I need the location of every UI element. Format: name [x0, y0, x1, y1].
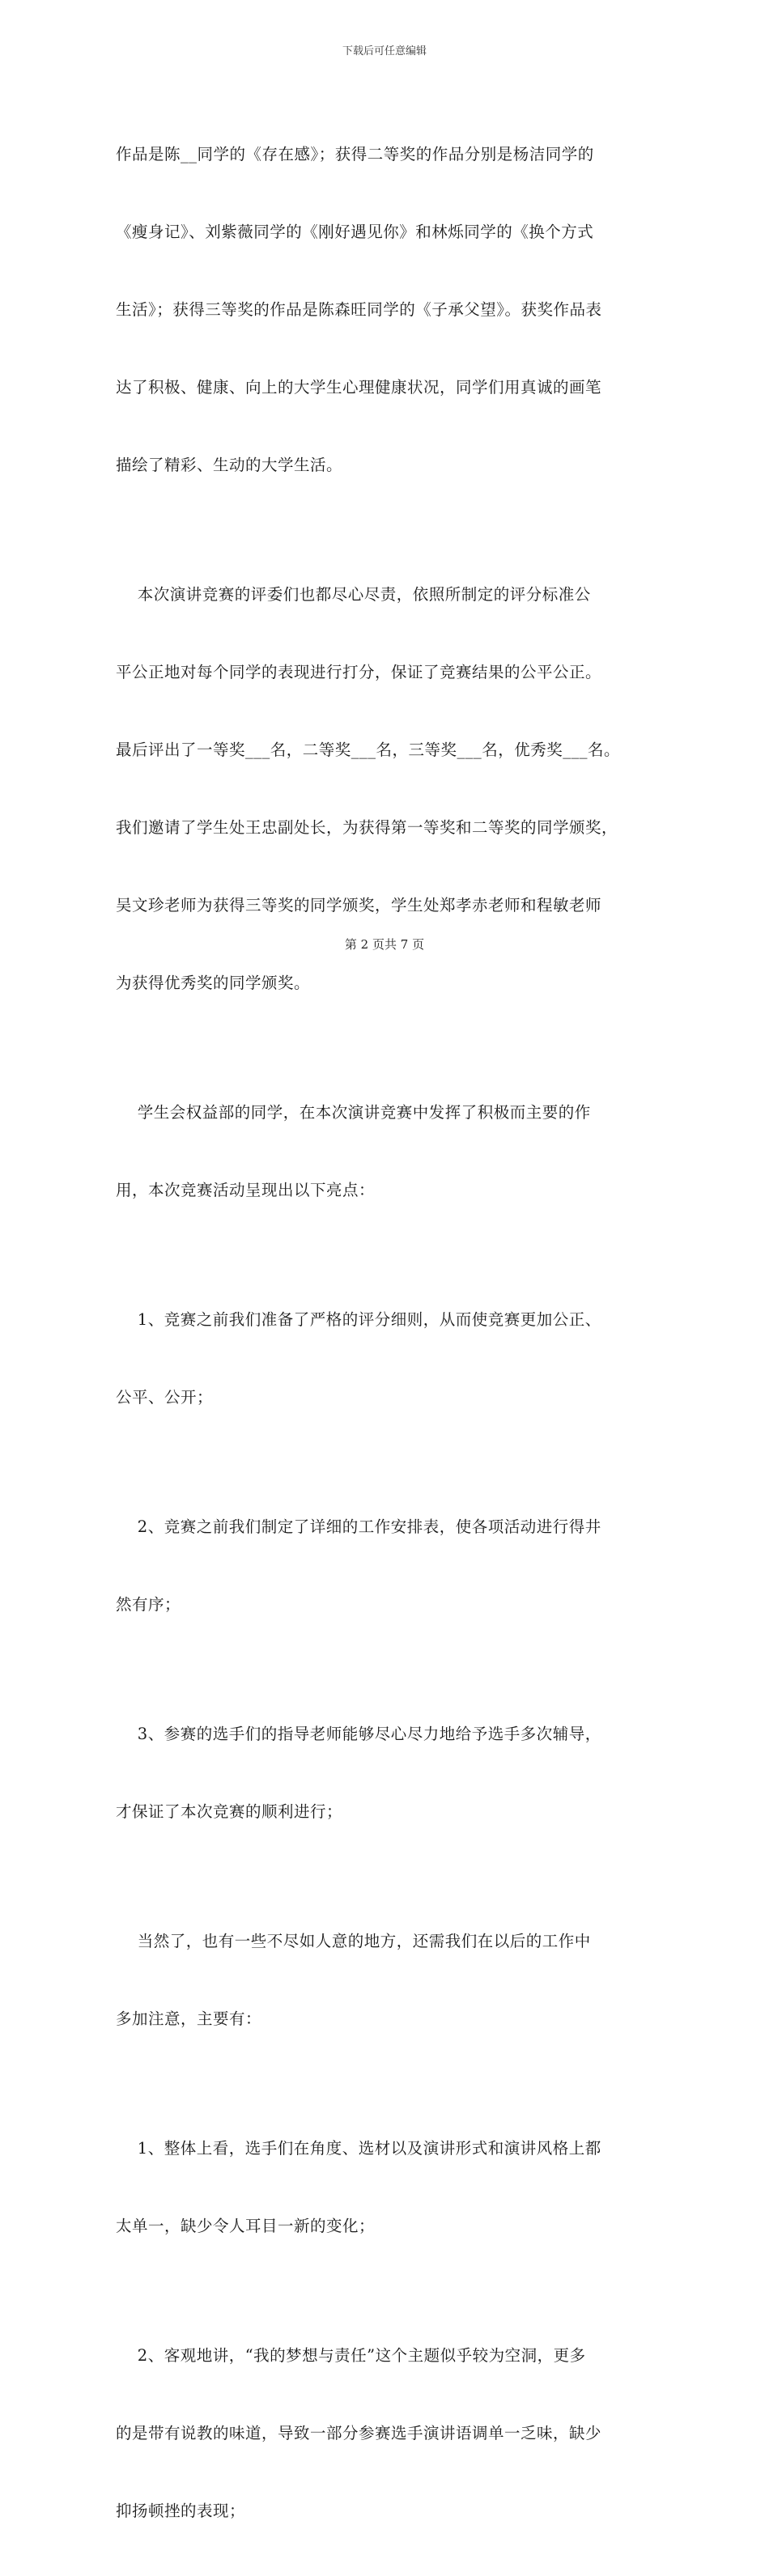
- text-line: 多加注意，主要有：: [116, 2009, 262, 2028]
- text-line: 才保证了本次竞赛的顺利进行；: [116, 1802, 343, 1821]
- paragraph-highlight-1: [116, 1255, 658, 1462]
- text-line: 2、竞赛之前我们制定了详细的工作安排表，使各项活动进行得井: [116, 1517, 601, 1536]
- text-line: 为获得优秀奖的同学颁奖。: [116, 974, 311, 992]
- paragraph-judges: [116, 530, 658, 1048]
- paragraph-shortcomings-intro: [116, 1877, 658, 2084]
- document-body: [116, 90, 658, 2576]
- text-line: 达了积极、健康、向上的大学生心理健康状况，同学们用真诚的画笔: [116, 378, 602, 397]
- text-line: 平公正地对每个同学的表现进行打分，保证了竞赛结果的公平公正。: [116, 663, 602, 681]
- text-line: 本次演讲竞赛的评委们也都尽心尽责，依照所制定的评分标准公: [116, 585, 591, 604]
- page-footer: 第 2 页共 7 页: [344, 937, 425, 952]
- text-line: 公平、公开；: [116, 1388, 214, 1407]
- text-line: 作品是陈__同学的《存在感》；获得二等奖的作品分别是杨洁同学的: [116, 145, 594, 163]
- text-line: 太单一，缺少令人耳目一新的变化；: [116, 2217, 376, 2235]
- paragraph-shortcoming-2: [116, 2291, 658, 2576]
- text-line: 的是带有说教的味道，导致一部分参赛选手演讲语调单一乏味，缺少: [116, 2424, 602, 2442]
- text-line: 2、客观地讲，“我的梦想与责任”这个主题似乎较为空洞，更多: [116, 2346, 586, 2365]
- text-line: 我们邀请了学生处王忠副处长，为获得第一等奖和二等奖的同学颁奖，: [116, 818, 618, 837]
- text-line: 《瘦身记》、刘紫薇同学的《刚好遇见你》和林烁同学的《换个方式: [116, 223, 594, 241]
- page-header: 下载后可任意编辑: [342, 45, 427, 57]
- paragraph-award-works: [116, 90, 658, 530]
- text-line: 然有序；: [116, 1595, 181, 1614]
- text-line: 描绘了精彩、生动的大学生活。: [116, 456, 343, 474]
- paragraph-highlight-2: [116, 1462, 658, 1670]
- text-line: 3、参赛的选手们的指导老师能够尽心尽力地给予选手多次辅导，: [116, 1725, 601, 1743]
- paragraph-highlight-3: [116, 1670, 658, 1877]
- text-line: 1、竞赛之前我们准备了严格的评分细则，从而使竞赛更加公正、: [116, 1310, 601, 1329]
- text-line: 用，本次竞赛活动呈现出以下亮点：: [116, 1181, 376, 1199]
- paragraph-rights-department: [116, 1048, 658, 1255]
- text-line: 学生会权益部的同学，在本次演讲竞赛中发挥了积极而主要的作: [116, 1103, 591, 1122]
- paragraph-shortcoming-1: [116, 2084, 658, 2291]
- text-line: 抑扬顿挫的表现；: [116, 2502, 246, 2520]
- text-line: 吴文珍老师为获得三等奖的同学颁奖，学生处郑孝赤老师和程敏老师: [116, 896, 602, 915]
- text-line: 1、整体上看，选手们在角度、选材以及演讲形式和演讲风格上都: [116, 2139, 601, 2158]
- text-line: 最后评出了一等奖___名，二等奖___名，三等奖___名，优秀奖___名。: [116, 741, 621, 759]
- text-line: 当然了，也有一些不尽如人意的地方，还需我们在以后的工作中: [116, 1932, 591, 1950]
- text-line: 生活》；获得三等奖的作品是陈森旺同学的《子承父望》。获奖作品表: [116, 300, 602, 319]
